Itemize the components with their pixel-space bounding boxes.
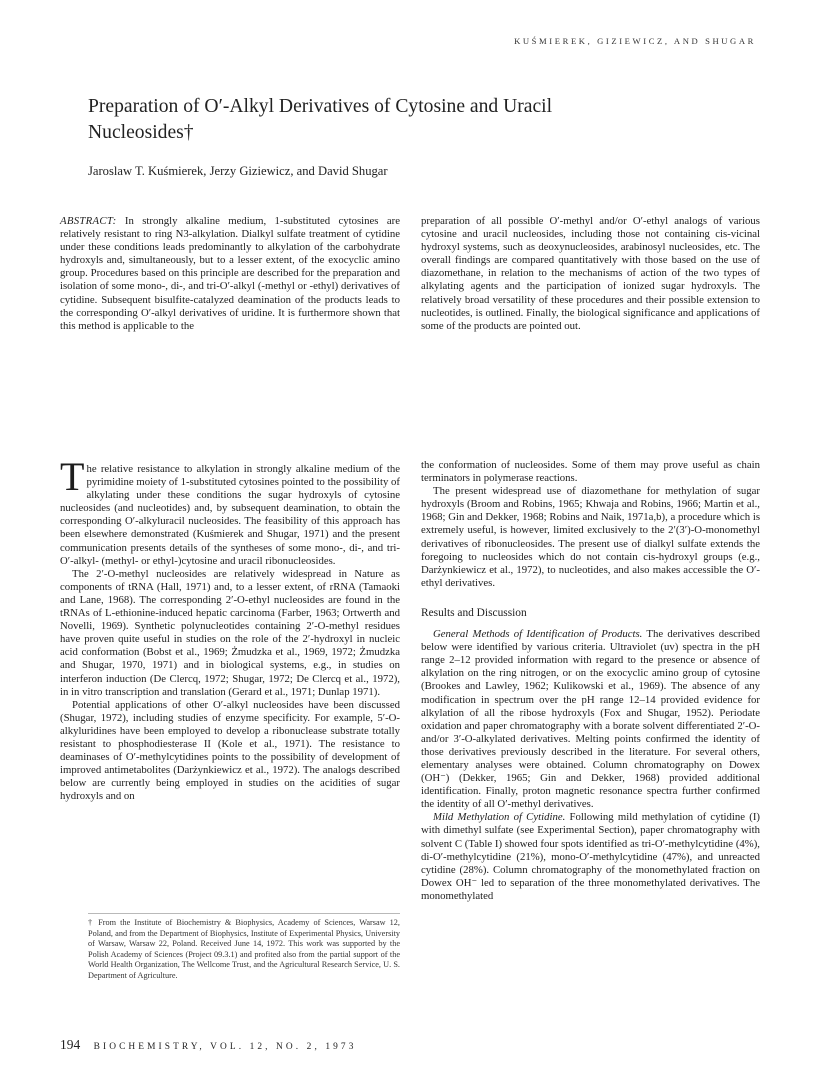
- article-title: Preparation of O′-Alkyl Derivatives of Cytosine and Uracil Nucleosides†: [88, 96, 553, 143]
- abstract-right-column: [421, 215, 760, 333]
- paragraph-text: Following mild methylation of cytidine (I) with dimethyl sulfate (see Experimental Section), paper chromatography with solvent C (Table I) showed four spots identified as tri-O′-methylcytidine (4%), di-O′-methylcytidine (21%), mono-O′-methylcytidine (47%), and unreacted cytidine (28%). Column chromatography of the monomethylated fraction on Dowex OH⁻ led to separation of the three monomethylated derivatives. The monomethylated: [421, 811, 760, 902]
- body-paragraph: [421, 811, 760, 903]
- abstract-left-column: [60, 215, 400, 333]
- body-paragraph: [421, 628, 760, 811]
- intro-text: he relative resistance to alkylation in strongly alkaline medium of the pyrimidine moiety of 1-substituted cytosines pointed to the possibility of alkylating under these conditions the sugar hydroxyls of cytosine nucleosides (and nucleotides) and, by subsequent deamination, to obtain the corresponding O′-alkyluracil nucleosides. The feasibility of this approach has been elsewhere demonstrated (Kuśmierek and Shugar, 1971) and the present communication presents details of the syntheses of some mono-, di-, and tri-O′-alkyl- (methyl- or ethyl-)cytosine and uracil ribonucleosides.: [60, 463, 400, 567]
- body-paragraph: Potential applications of other O′-alkyl nucleosides have been discussed (Shugar, 1972), including studies of enzyme specificity. For example, 5′-O-alkyluridines have been employed to develop a ribonuclease substrate totally resistant to phosphodiesterase II (Kole et al., 1971). The resistance to deaminases of O′-methylcytidines points to the possibility of development of improved antimetabolites (Darżynkiewicz et al., 1972). The analogs described below are currently being employed in studies on the acidities of sugar hydroxyls and on: [60, 698, 400, 803]
- paragraph-text: The derivatives described below were identified by various criteria. Ultraviolet (uv) spectra in the pH range 2–12 provided information with regard to the presence or absence of alkylation on the ring nitrogen, or on the exocyclic amino group of cytosine (Brookes and Lawley, 1962; Kulikowski et al., 1969). The absence of any modification in spectrum over the pH range 12–14 provided evidence for alkylation of all the ribose hydroxyls (Fox and Shugar, 1952). Periodate oxidation and paper chromatography with a borate solvent differentiated 2′-O- and/or 3′-O-alkylated derivatives. Melting points confirmed the identity of those derivatives previously described in the literature. For several others, elementary analyses were obtained. Column chromatography on Dowex (OH⁻) (Dekker, 1965; Gin and Dekker, 1968) provided additional identification. Finally, proton magnetic resonance spectra further confirmed the identity of all O′-methyl derivatives.: [421, 628, 760, 811]
- body-left-column: [60, 454, 400, 803]
- section-heading: Results and Discussion: [421, 606, 527, 619]
- body-paragraph: The present widespread use of diazomethane for methylation of sugar hydroxyls (Broom and Robins, 1965; Khwaja and Robins, 1966; Martin et al., 1968; Gin and Dekker, 1968; Robins and Naik, 1971a,b), a procedure which is extremely useful, is however, limited exclusively to the 2′(3′)-O-monomethyl derivatives of ribonucleosides. The present use of dialkyl sulfate extends the foregoing to nucleosides which do not contain cis-hydroxyl groups (e.g., Darżynkiewicz et al., 1972), to nucleotides, and also makes accessible the O′-ethyl derivatives.: [421, 485, 760, 589]
- page-number: 194: [60, 1037, 81, 1052]
- footnote: † From the Institute of Biochemistry & Biophysics, Academy of Sciences, Warsaw 12, Poland, and from the Department of Biophysics, Institute of Experimental Physics, University of Warsaw, Warsaw 22, Poland. Received June 14, 1972. This work was supported by the Polish Academy of Sciences (Project 09.3.1) and profited also from the partial support of the World Health Organization, The Wellcome Trust, and the Agricultural Research Service, U. S. Department of Agriculture.: [88, 918, 400, 980]
- paragraph-lead: General Methods of Identification of Products.: [433, 628, 643, 641]
- intro-paragraph: [60, 454, 400, 568]
- drop-cap: T: [60, 454, 85, 499]
- body-paragraph: the conformation of nucleosides. Some of them may prove useful as chain terminators in polymerase reactions.: [421, 459, 760, 485]
- footnote-divider: [88, 913, 400, 914]
- journal-citation: BIOCHEMISTRY, VOL. 12, NO. 2, 1973: [93, 1042, 357, 1052]
- abstract-text-right: preparation of all possible O′-methyl and/or O′-ethyl analogs of various cytosine and uracil nucleosides, including those not containing cis-vicinal hydroxyl systems, such as deoxynucleosides, arabinosyl nucleosides, etc. The overall findings are compared quantitatively with those based on the use of diazomethane, in relation to the mechanisms of action of the two types of alkylating agents and the participation of ionized sugar hydroxyls. The relatively broad versatility of these procedures and their possible extension to nucleotides, is outlined. Finally, the biological significance and applications of some of the products are pointed out.: [421, 215, 760, 332]
- page-footer: [60, 1037, 357, 1053]
- body-paragraph: The 2′-O-methyl nucleosides are relatively widespread in Nature as components of tRNA (Hall, 1971) and, to a lesser extent, of rRNA (Tamaoki and Lane, 1968). The corresponding 2′-O-ethyl nucleosides are found in the tRNAs of L-ethionine-induced hepatic carcinoma (Farber, 1963; Ortwerth and Novelli, 1969). Synthetic polynucleotides containing 2′-O-methyl residues have proven quite useful in studies on the role of the 2′-hydroxyl in nucleic acid conformation (Bobst et al., 1969; Żmudzka et al., 1969, 1972; Żmudzka and Shugar, 1970, 1971) and in biological systems, e.g., in studies on interferon induction (De Clercq, 1972; Shugar, 1972; De Clercq et al., 1972), in in vitro transcription and translation (Gerard et al., 1971; Dunlap 1971).: [60, 567, 400, 698]
- running-head: KUŚMIEREK, GIZIEWICZ, AND SHUGAR: [514, 36, 756, 46]
- paragraph-lead: Mild Methylation of Cytidine.: [433, 811, 566, 824]
- author-list: Jaroslaw T. Kuśmierek, Jerzy Giziewicz, and David Shugar: [88, 164, 388, 178]
- abstract-text-left: In strongly alkaline medium, 1-substituted cytosines are relatively resistant to ring N3-alkylation. Dialkyl sulfate treatment of cytidine under these conditions leads predominantly to alkylation of the carbohydrate hydroxyls and, simultaneously, but to a lesser extent, of the exocyclic amino group. Procedures based on this principle are described for the preparation and isolation of some mono-, di-, and tri-O′-alkyl (-methyl or -ethyl) derivatives of cytidine. Subsequent bisulfite-catalyzed deamination of the products leads to the corresponding O′-alkyl derivatives of uridine. It is furthermore shown that this method is applicable to the: [60, 215, 400, 332]
- body-right-column: [421, 459, 760, 903]
- abstract-label: ABSTRACT:: [60, 215, 117, 227]
